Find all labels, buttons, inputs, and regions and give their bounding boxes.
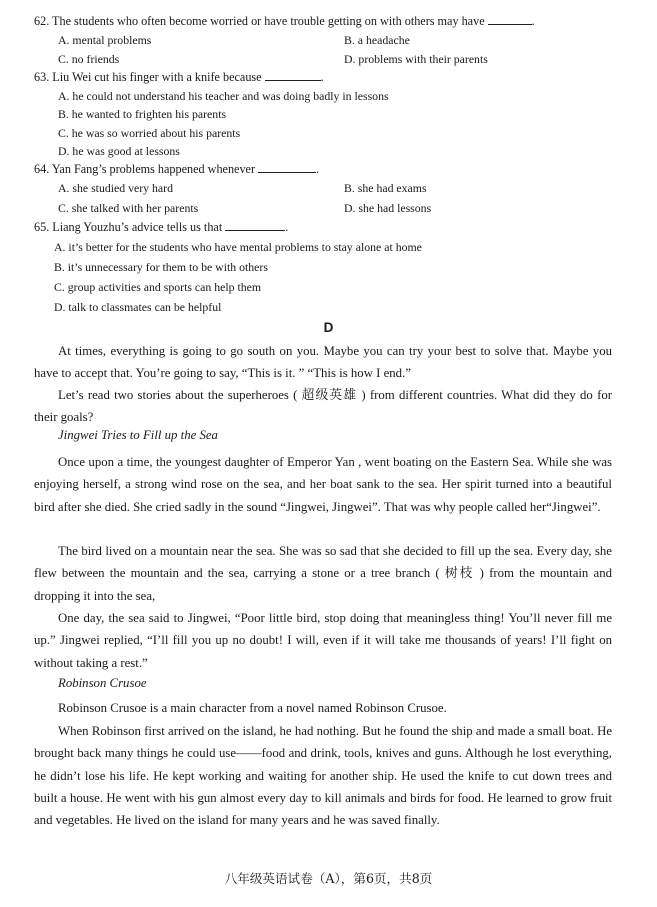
answer-blank	[265, 70, 321, 81]
option-c: C. group activities and sports can help them	[54, 280, 262, 294]
story-paragraph: One day, the sea said to Jingwei, “Poor little bird, stop doing that meaningless thing! You’ll never fill me up.” Jingwei replied, “I’ll fill you up no doubt! I will, even if it will take me thousands of years! I’ll fight on without taking a rest.”	[34, 611, 612, 670]
story-paragraph: The bird lived on a mountain near the sea. She was so sad that she decided to fill up the sea. Every day, she flew between the mountain and the sea, carrying a stone or a tree branch ( 树枝 ) from the mountain and dropping it into the sea,	[34, 544, 612, 603]
option-c: C. she talked with her parents	[58, 201, 199, 215]
question-62: 62. The students who often become worried or have trouble getting on with others may have .	[34, 14, 535, 28]
story-title-robinson: Robinson Crusoe	[58, 676, 147, 690]
option-b: B. it’s unnecessary for them to be with others	[54, 260, 268, 274]
story-title-jingwei: Jingwei Tries to Fill up the Sea	[58, 428, 218, 442]
page-footer: 八年级英语试卷（A），第6页，共8页	[224, 871, 433, 886]
section-title: D	[323, 320, 334, 335]
option-b: B. she had exams	[344, 181, 427, 195]
option-d: D. she had lessons	[344, 201, 432, 215]
question-63: 63. Liu Wei cut his finger with a knife because .	[34, 70, 324, 84]
intro-paragraph-2: Let’s read two stories about the superheroes ( 超级英雄 ) from different countries. What did they do for their goals?	[34, 388, 612, 425]
question-65: 65. Liang Youzhu’s advice tells us that .	[34, 220, 289, 234]
answer-blank	[225, 220, 285, 231]
question-stem: 62. The students who often become worried or have trouble getting on with others may have	[34, 14, 485, 28]
option-a: A. it’s better for the students who have mental problems to stay alone at home	[54, 240, 422, 254]
question-stem: 63. Liu Wei cut his finger with a knife because	[34, 70, 262, 84]
question-64: 64. Yan Fang’s problems happened whenever .	[34, 162, 320, 176]
option-c: C. he was so worried about his parents	[58, 126, 241, 140]
option-d: D. problems with their parents	[344, 52, 488, 66]
option-a: A. he could not understand his teacher and was doing badly in lessons	[58, 89, 389, 103]
answer-blank	[488, 14, 532, 25]
story-paragraph: Once upon a time, the youngest daughter of Emperor Yan , went boating on the Eastern Sea. While she was enjoying herself, a strong wind rose on the sea, and her boat sank to the sea. Her spirit turned into a beautiful bird after she died. She cried sadly in the sound “Jingwei, Jingwei”. That was why people called her“Jingwei”.	[34, 455, 612, 514]
option-d: D. he was good at lessons	[58, 144, 180, 158]
option-b: B. a headache	[344, 33, 410, 47]
question-stem: 65. Liang Youzhu’s advice tells us that	[34, 220, 223, 234]
story-paragraph: When Robinson first arrived on the island, he had nothing. But he found the ship and made a small boat. He brought back many things he could use——food and drink, tools, knives and guns. Although he lost everything, he didn’t lose his life. He kept working and waiting for another ship. He used the knife to cut down trees and built a house. He went with his gun almost every day to kill animals and birds for food. He learned to grow fruit and vegetables. He lived on the island for many years and he was saved finally.	[34, 724, 612, 828]
option-a: A. mental problems	[58, 33, 152, 47]
story-paragraph: Robinson Crusoe is a main character from a novel named Robinson Crusoe.	[58, 701, 447, 715]
option-a: A. she studied very hard	[58, 181, 173, 195]
answer-blank	[258, 162, 316, 173]
option-d: D. talk to classmates can be helpful	[54, 300, 222, 314]
intro-paragraph-1: At times, everything is going to go south on you. Maybe you can try your best to solve that. Maybe you have to accept that. You’re going to say, “This is it. ” “This is how I end.”	[34, 344, 612, 381]
option-b: B. he wanted to frighten his parents	[58, 107, 227, 121]
option-c: C. no friends	[58, 52, 120, 66]
question-stem: 64. Yan Fang’s problems happened whenever	[34, 162, 256, 176]
